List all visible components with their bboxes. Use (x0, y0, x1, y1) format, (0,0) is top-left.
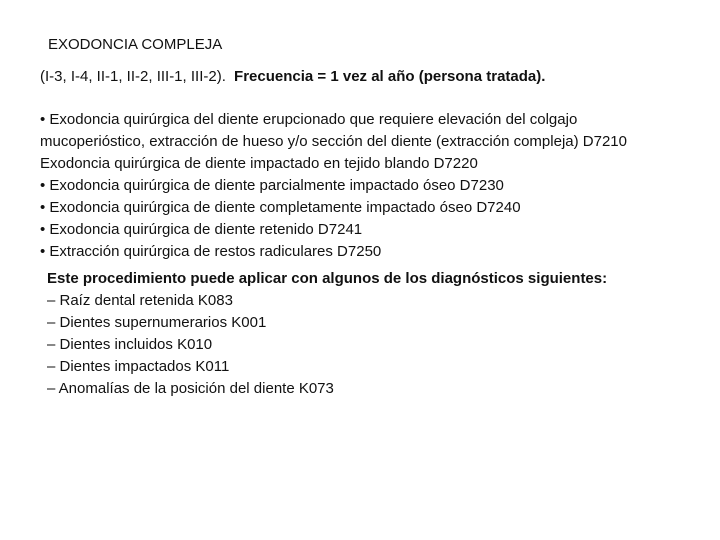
procedure-line: • Exodoncia quirúrgica del diente erupcionado que requiere elevación del colgajo (40, 111, 578, 128)
procedure-line: mucoperióstico, extracción de hueso y/o sección del diente (extracción compleja) D7210 (40, 133, 627, 150)
diagnosis-item: ‒ Dientes incluidos K010 (47, 336, 213, 353)
diagnosis-item: ‒ Anomalías de la posición del diente K073 (47, 380, 334, 397)
diagnosis-item: ‒ Dientes supernumerarios K001 (47, 314, 267, 331)
diagnosis-item: ‒ Raíz dental retenida K083 (47, 292, 233, 309)
procedure-line: • Exodoncia quirúrgica de diente retenido D7241 (40, 221, 363, 238)
procedure-line: • Exodoncia quirúrgica de diente completamente impactado óseo D7240 (40, 199, 521, 216)
frequency-text: Frecuencia = 1 vez al año (persona tratada). (234, 68, 546, 85)
coverage-codes: (I-3, I-4, II-1, II-2, III-1, III-2). (40, 68, 226, 85)
diagnosis-heading: Este procedimiento puede aplicar con algunos de los diagnósticos siguientes: (47, 270, 608, 287)
document-title: EXODONCIA COMPLEJA (48, 36, 223, 53)
diagnosis-section (47, 268, 607, 400)
procedure-line: • Exodoncia quirúrgica de diente parcialmente impactado óseo D7230 (40, 177, 504, 194)
procedure-line: Exodoncia quirúrgica de diente impactado en tejido blando D7220 (40, 155, 478, 172)
procedure-line: • Extracción quirúrgica de restos radiculares D7250 (40, 243, 382, 260)
diagnosis-item: ‒ Dientes impactados K011 (47, 358, 230, 375)
procedure-list (40, 109, 712, 263)
coverage-line (40, 68, 545, 86)
